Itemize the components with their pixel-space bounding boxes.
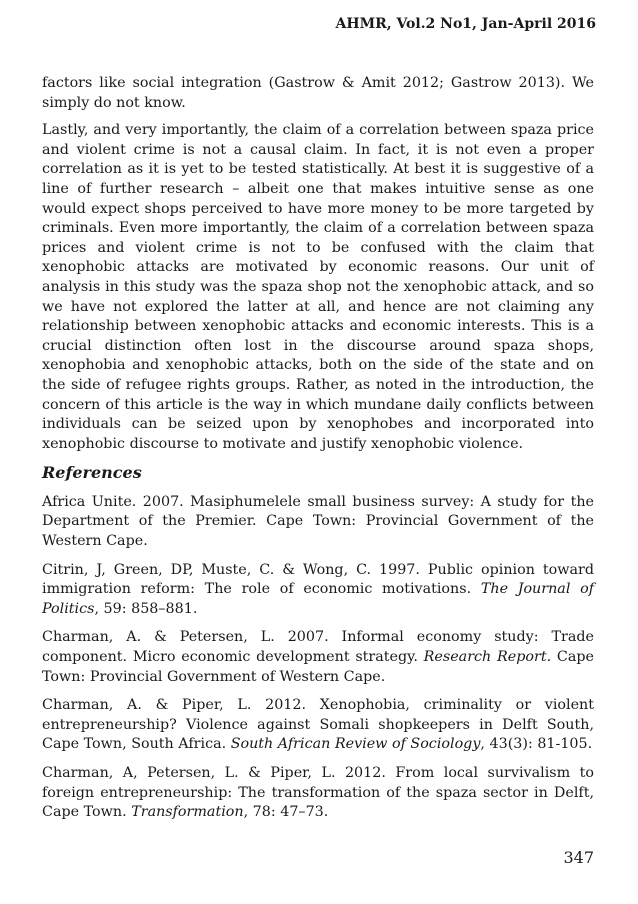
body-paragraph: Lastly, and very importantly, the claim of a correlation between spaza price and violent crime is not a causal claim. In fact, it is not even a proper correlation as it is yet to be tested statistically. At best it is suggestive of a line of further research – albeit one that makes intuitive sense as one would expect shops perceived to have more money to be more targeted by criminals. Even more importantly, the claim of a correlation between spaza prices and violent crime is not to be confused with the claim that xenophobic attacks are motivated by economic reasons. Our unit of analysis in this study was the spaza shop not the xenophobic attack, and so we have not explored the latter at all, and hence are not claiming any relationship between xenophobic attacks and economic interests. This is a crucial distinction often lost in the discourse around spaza shops, xenophobia and xenophobic attacks, both on the side of the state and on the side of refugee rights groups. Rather, as noted in the introduction, the concern of this article is the way in which mundane daily conflicts between individuals can be seized upon by xenophobes and incorporated into xenophobic discourse to motivate and justify xenophobic violence. — [42, 122, 594, 452]
reference-text: Charman, A. & Piper, L. 2012. Xenophobia, criminality or violent entrepreneurship? Violence against Somali shopkeepers in Delft South, Cape Town, South Africa. — [42, 697, 594, 753]
reference-details: , 43(3): 81-105. — [480, 736, 593, 753]
reference-details: , 78: 47–73. — [243, 804, 329, 821]
reference-item — [42, 696, 594, 755]
journal-header: AHMR, Vol.2 No1, Jan-April 2016 — [335, 16, 596, 32]
reference-details: , 59: 858–881. — [94, 600, 198, 617]
reference-text: Charman, A, Petersen, L. & Piper, L. 2012. From local survivalism to foreign entrepreneurship: The transformation of the spaza sector in Delft, Cape Town. — [42, 765, 594, 821]
body-paragraph: factors like social integration (Gastrow & Amit 2012; Gastrow 2013). We simply do not know. — [42, 75, 594, 111]
reference-text: Charman, A. & Petersen, L. 2007. Informal economy study: Trade component. Micro economic development strategy. — [42, 629, 594, 666]
page-content — [42, 74, 594, 832]
reference-text: Citrin, J, Green, DP, Muste, C. & Wong, C. 1997. Public opinion toward immigration reform: The role of economic motivations. — [42, 561, 594, 598]
reference-item — [42, 764, 594, 823]
page-number: 347 — [563, 848, 594, 867]
reference-item — [42, 493, 594, 552]
references-heading: References — [42, 463, 142, 483]
reference-item — [42, 628, 594, 687]
reference-details: . Cape Town: Provincial Government of Western Cape. — [42, 649, 594, 685]
reference-journal-title: Transformation — [131, 804, 244, 821]
reference-journal-title: Research Report — [423, 649, 547, 666]
reference-text: Africa Unite. 2007. Masiphumelele small business survey: A study for the Department of the Premier. Cape Town: Provincial Government of the Western Cape. — [42, 493, 594, 550]
reference-journal-title: South African Review of Sociology — [230, 736, 481, 753]
reference-item — [42, 561, 594, 620]
reference-journal-title: The Journal of Politics — [42, 581, 594, 617]
